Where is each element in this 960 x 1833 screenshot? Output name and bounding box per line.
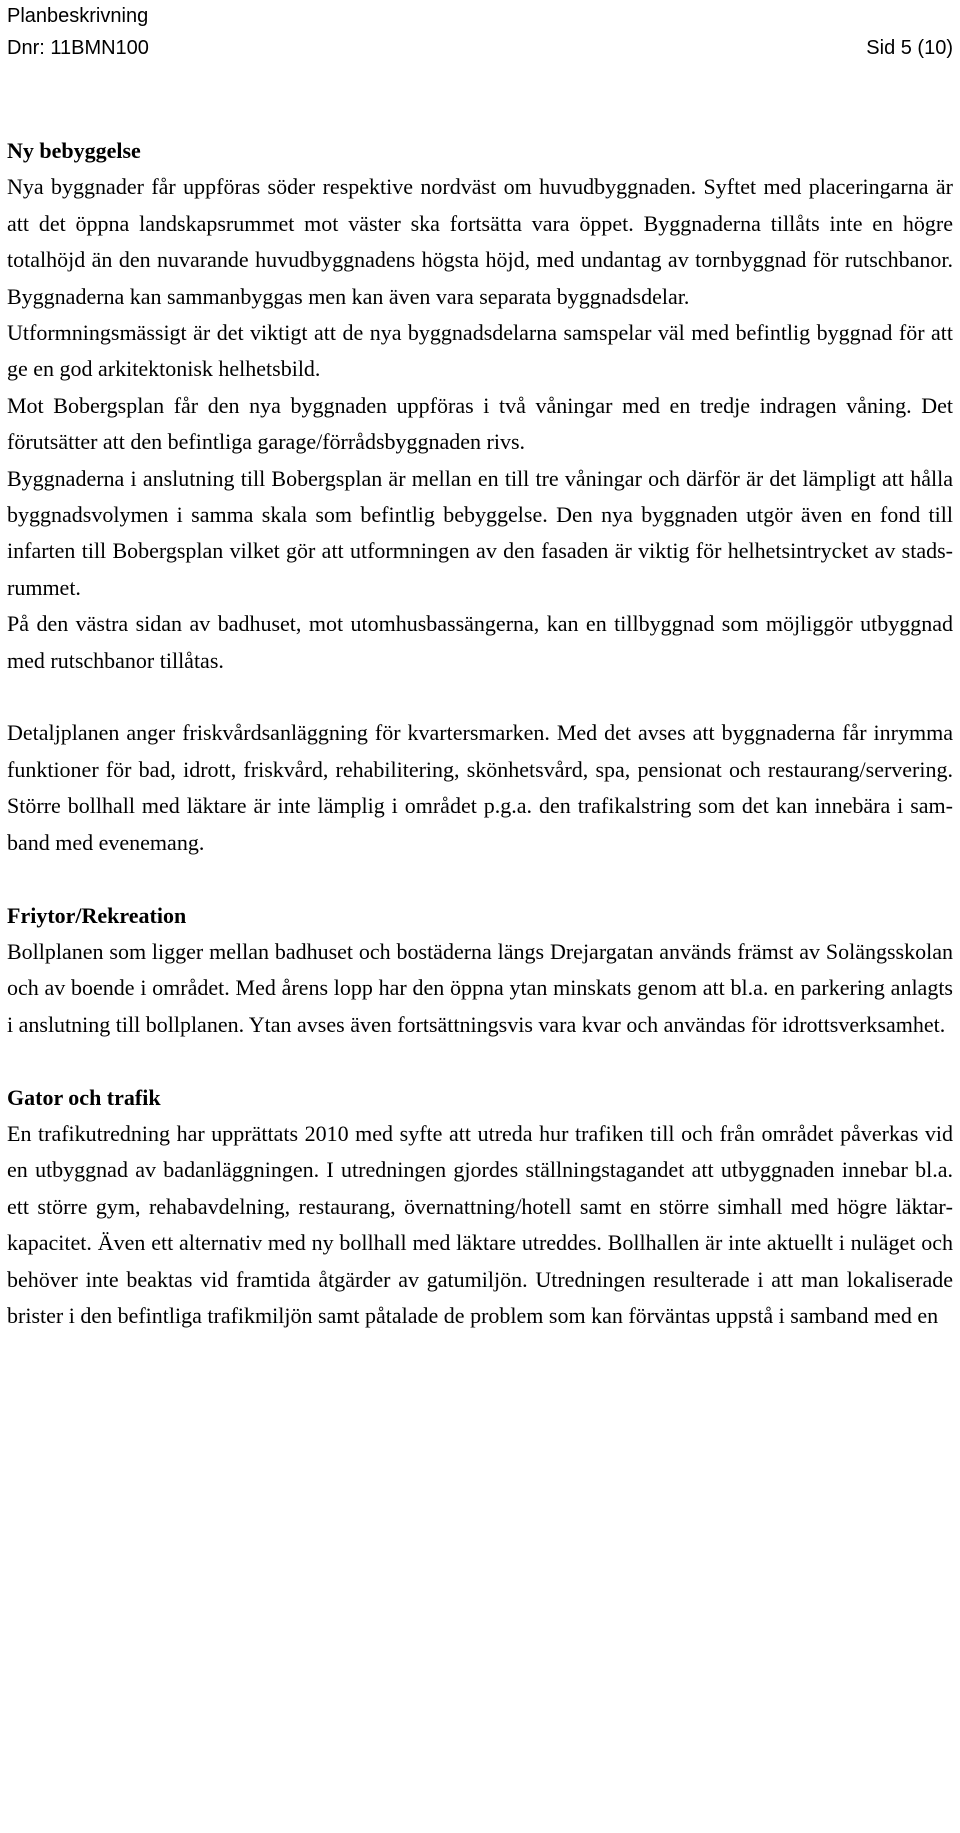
heading-ny-bebyggelse: Ny bebyggelse: [7, 138, 141, 163]
document-body: [7, 133, 953, 1334]
spacer: [7, 679, 953, 715]
spacer: [7, 1043, 953, 1079]
paragraph: Detaljplanen anger friskvårdsanläggning för kvartersmarken. Med det avses att byggnaderna får inrymma funktioner för bad, idrott, friskvård, rehabilitering, skönhetsvård, spa, pensionat och restaurang/servering. Större bollhall med läktare är inte lämplig i området p.g.a. den trafikalstring som det kan innebära i samband med evenemang.: [7, 720, 953, 855]
paragraph: En trafikutredning har upprättats 2010 med syfte att utreda hur trafiken till och från området påverkas vid en utbyggnad av badanläggningen. I utredningen gjordes ställningstagandet att utbyggnaden innebar bl.a. ett större gym, rehabavdelning, restaurang, övernattning/hotell samt en större simhall med högre läktarkapacitet. Även ett alternativ med ny bollhall med läktare utreddes. Bollhallen är inte aktuellt i nuläget och behöver inte beaktas vid framtida åtgärder av gatumiljön. Utredningen resulterade i att man lokaliserade brister i den befintliga trafikmiljön samt påtalade de problem som kan förväntas uppstå i samband med en: [7, 1120, 953, 1328]
heading-gator-och-trafik: Gator och trafik: [7, 1084, 161, 1110]
heading-friytor-rekreation: Friytor/Rekreation: [7, 902, 187, 928]
page-number: Sid 5 (10): [866, 37, 953, 59]
paragraph: På den västra sidan av badhuset, mot utomhusbassängerna, kan en tillbyggnad som möjliggör utbyggnad med rutschbanor tillåtas.: [7, 611, 953, 673]
paragraph: Mot Bobergsplan får den nya byggnaden uppföras i två våningar med en tredje indragen våning. Det förutsätter att den befintliga garage/förrådsbyggnaden rivs.: [7, 392, 953, 455]
spacer: [7, 861, 953, 897]
page-header: [7, 0, 953, 64]
paragraph: Bollplanen som ligger mellan badhuset och bostäderna längs Drejargatan används främst av Solängsskolan och av boende i området. Med årens lopp har den öppna ytan minskats genom att bl.a. en parkering anlagts i anslutning till bollplanen. Ytan avses även fortsättningsvis vara kvar och användas för idrottsverksamhet.: [7, 938, 953, 1037]
document-title: Planbeskrivning: [7, 5, 149, 27]
paragraph: Byggnaderna i anslutning till Bobergsplan är mellan en till tre våningar och därför är det lämpligt att hålla byggnadsvolymen i samma skala som befintlig bebyggelse. Den nya byggnaden utgör även en fond till infarten till Bobergsplan vilket gör att utformningen av den fasaden är viktig för helhetsintrycket av stadsrummet.: [7, 465, 953, 600]
document-number: Dnr: 11BMN100: [7, 37, 149, 59]
paragraph: Nya byggnader får uppföras söder respektive nordväst om huvudbyggnaden. Syftet med placeringarna är att det öppna landskapsrummet mot väster ska fortsätta vara öppet. Byggnaderna tillåts inte en högre totalhöjd än den nuvarande huvudbyggnadens högsta höjd, med undantag av tornbyggnad för rutschbanor. Byggnaderna kan sammanbyggas men kan även vara separata byggnadsdelar.: [7, 174, 953, 309]
paragraph: Utformningsmässigt är det viktigt att de nya byggnadsdelarna samspelar väl med befintlig byggnad för att ge en god arkitektonisk helhetsbild.: [7, 320, 953, 382]
